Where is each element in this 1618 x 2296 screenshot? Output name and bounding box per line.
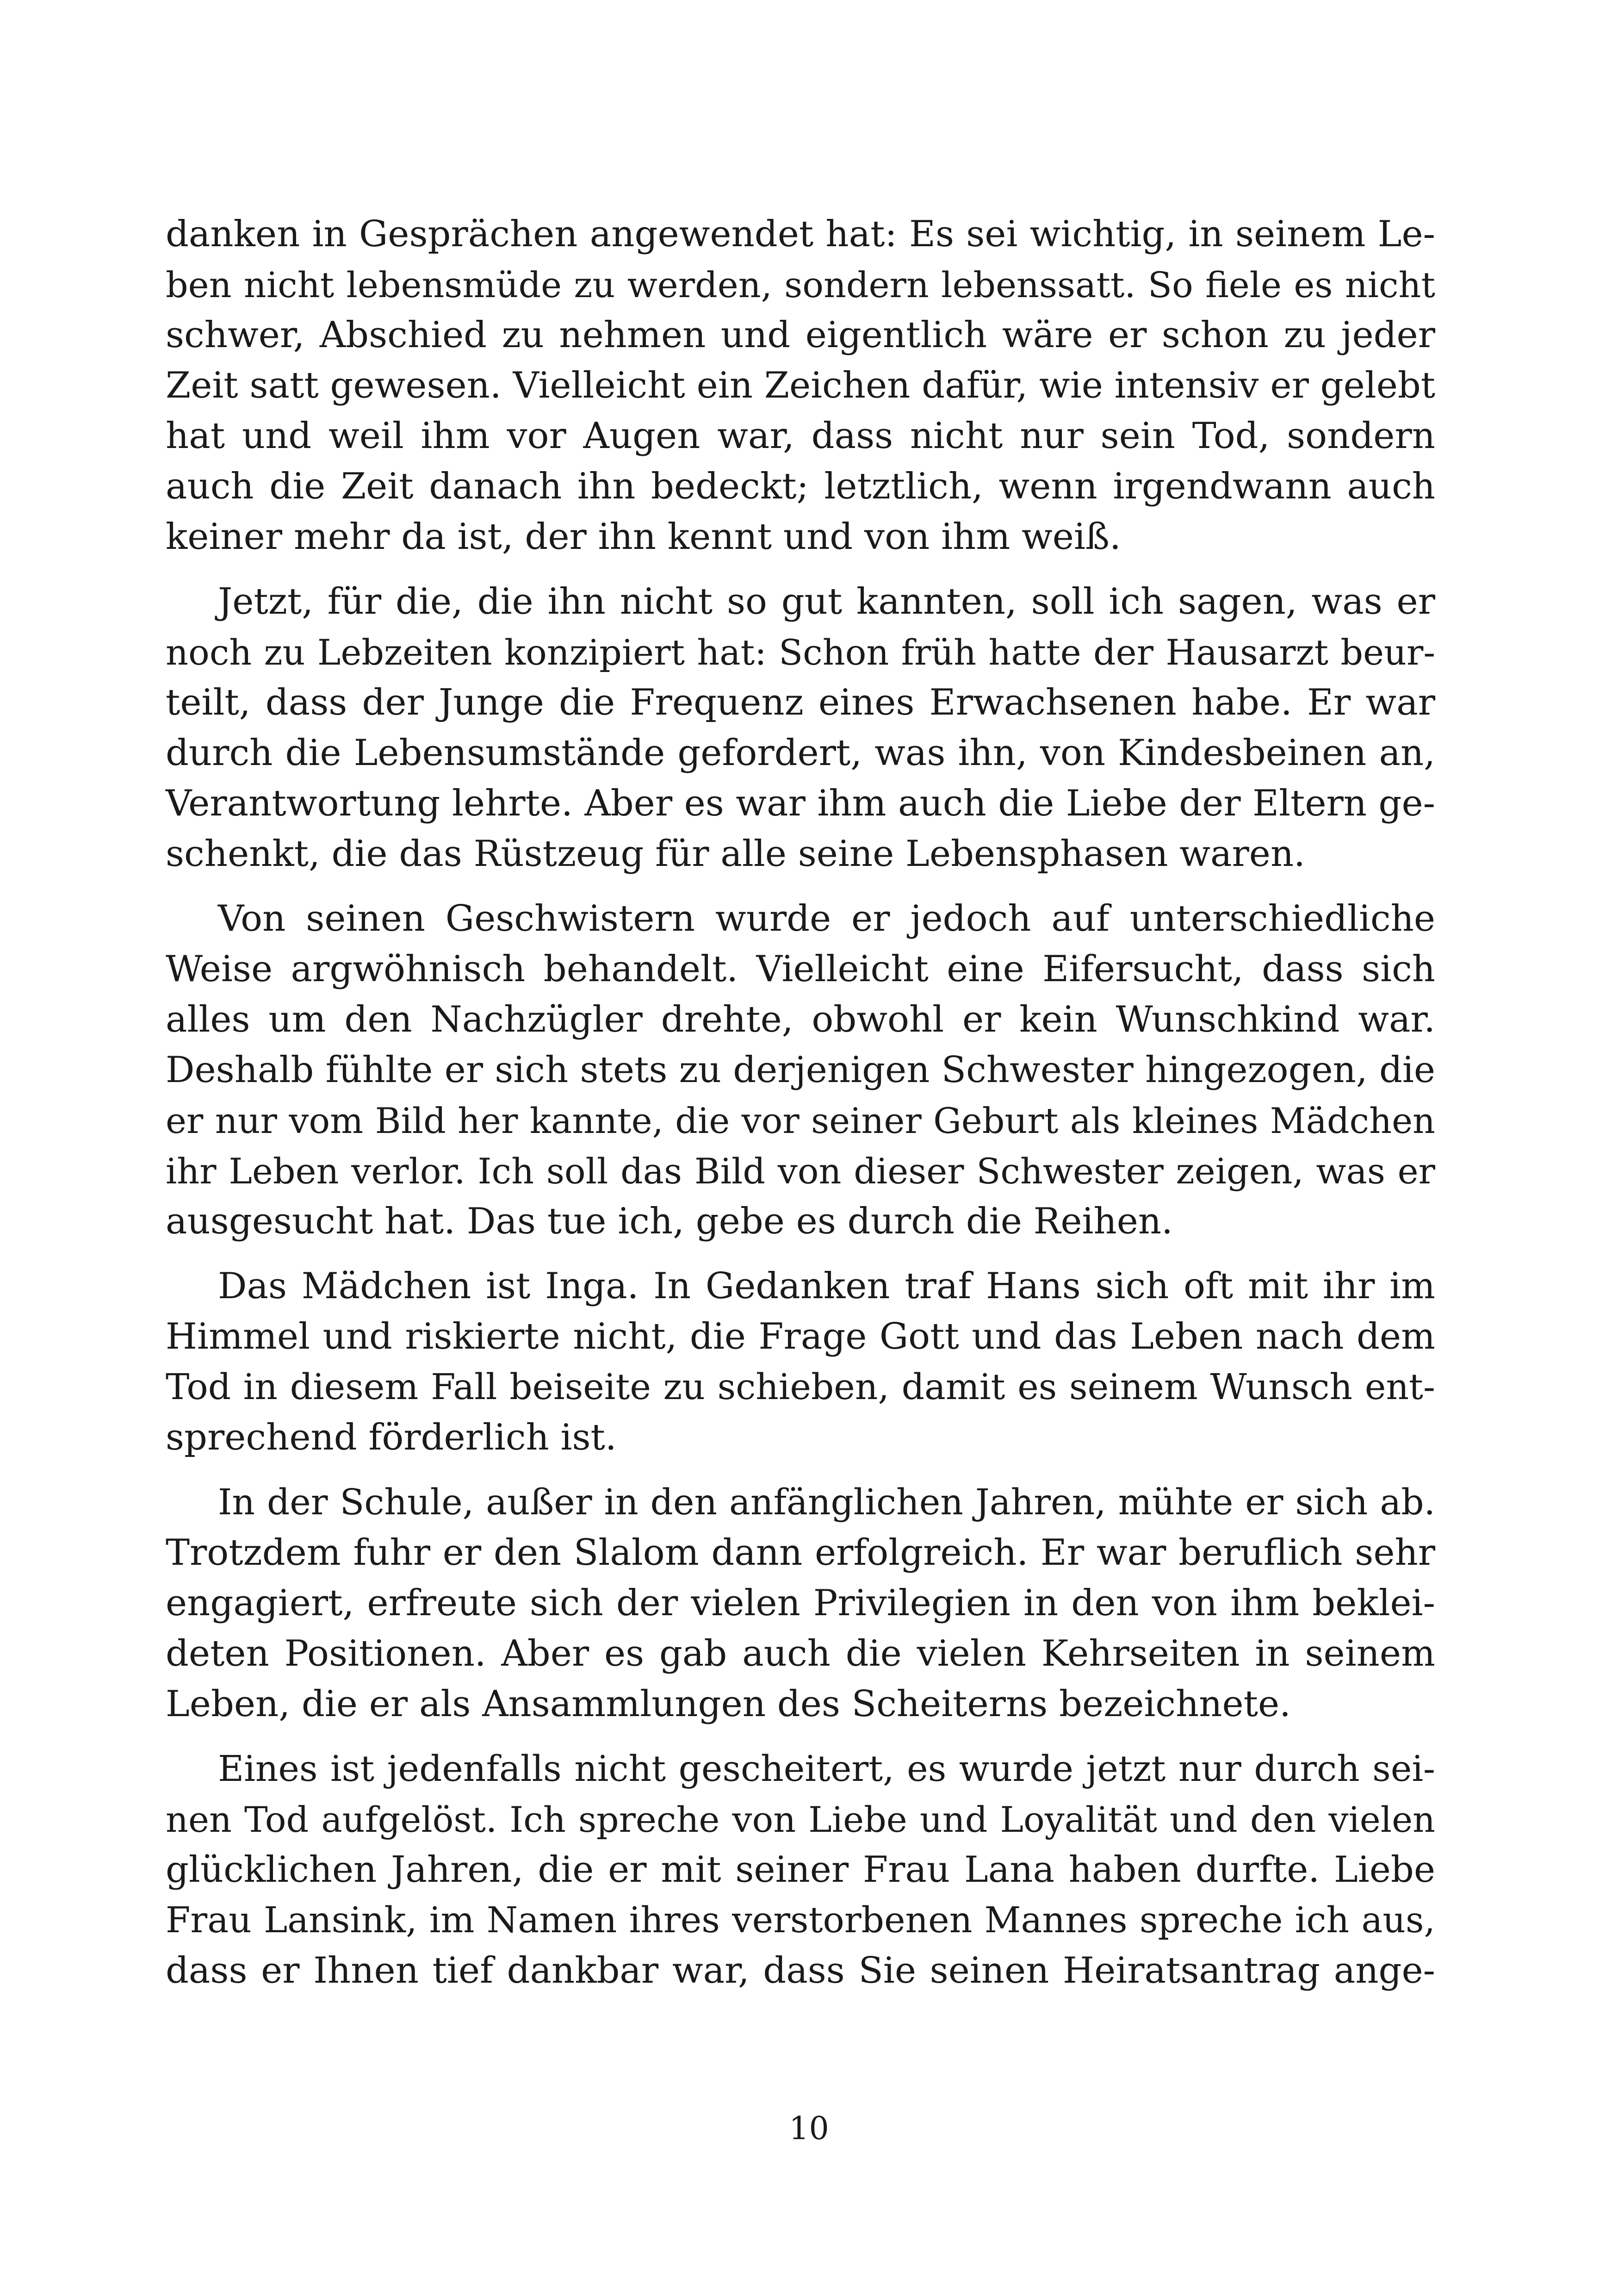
- text-line: Von seinen Geschwistern wurde er jedoch auf unterschiedliche: [218, 898, 1435, 940]
- text-line: Himmel und riskierte nicht, die Frage Gott und das Leben nach dem: [166, 1316, 1435, 1357]
- text-line: deten Positionen. Aber es gab auch die vielen Kehrseiten in seinem: [166, 1633, 1435, 1674]
- text-line: dass er Ihnen tief dankbar war, dass Sie seinen Heiratsantrag ange-: [166, 1950, 1435, 1991]
- text-line: Deshalb fühlte er sich stets zu derjenigen Schwester hingezogen, die: [166, 1049, 1435, 1091]
- text-line: Tod in diesem Fall beiseite zu schieben, damit es seinem Wunsch ent-: [166, 1367, 1435, 1408]
- text-line: alles um den Nachzügler drehte, obwohl er kein Wunschkind war.: [166, 999, 1435, 1040]
- text-line: nen Tod aufgelöst. Ich spreche von Liebe und Loyalität und den vielen: [166, 1799, 1435, 1840]
- paragraph-5: [166, 1477, 1435, 1730]
- text-line: Zeit satt gewesen. Vielleicht ein Zeichen dafür, wie intensiv er gelebt: [166, 365, 1436, 406]
- text-line: schenkt, die das Rüstzeug für alle seine Lebensphasen waren.: [166, 833, 1305, 875]
- text-line: sprechend förderlich ist.: [166, 1417, 617, 1458]
- paragraph-6: [166, 1744, 1435, 1996]
- paragraph-1: [166, 209, 1435, 562]
- text-line: Leben, die er als Ansammlungen des Scheiterns bezeichnete.: [166, 1683, 1291, 1725]
- text-line: Frau Lansink, im Namen ihres verstorbenen Mannes spreche ich aus,: [166, 1900, 1435, 1941]
- page-number: 10: [789, 2110, 829, 2147]
- paragraph-4: [166, 1261, 1435, 1463]
- text-line: ausgesucht hat. Das tue ich, gebe es durch die Reihen.: [166, 1201, 1173, 1242]
- text-line: hat und weil ihm vor Augen war, dass nicht nur sein Tod, sondern: [166, 415, 1435, 457]
- text-line: ihr Leben verlor. Ich soll das Bild von dieser Schwester zeigen, was er: [166, 1151, 1435, 1192]
- text-line: Verantwortung lehrte. Aber es war ihm auch die Liebe der Eltern ge-: [166, 783, 1435, 824]
- text-line: engagiert, erfreute sich der vielen Privilegien in den von ihm beklei-: [166, 1582, 1435, 1624]
- text-line: teilt, dass der Junge die Frequenz eines Erwachsenen habe. Er war: [166, 682, 1435, 723]
- text-line: schwer, Abschied zu nehmen und eigentlich wäre er schon zu jeder: [166, 314, 1435, 356]
- paragraph-2: [166, 577, 1435, 879]
- text-line: Jetzt, für die, die ihn nicht so gut kannten, soll ich sagen, was er: [218, 581, 1435, 622]
- text-line: Trotzdem fuhr er den Slalom dann erfolgreich. Er war beruflich sehr: [166, 1532, 1435, 1574]
- text-line: ben nicht lebensmüde zu werden, sondern lebenssatt. So fiele es nicht: [166, 264, 1435, 305]
- text-line: auch die Zeit danach ihn bedeckt; letztlich, wenn irgendwann auch: [166, 466, 1435, 507]
- text-line: keiner mehr da ist, der ihn kennt und von ihm weiß.: [166, 516, 1121, 558]
- text-line: glücklichen Jahren, die er mit seiner Frau Lana haben durfte. Liebe: [166, 1849, 1435, 1891]
- body-text: [166, 209, 1435, 2010]
- paragraph-3: [166, 894, 1435, 1247]
- text-line: Das Mädchen ist Inga. In Gedanken traf Hans sich oft mit ihr im: [218, 1265, 1435, 1307]
- text-line: er nur vom Bild her kannte, die vor seiner Geburt als kleines Mädchen: [166, 1100, 1435, 1141]
- text-line: Eines ist jedenfalls nicht gescheitert, es wurde jetzt nur durch sei-: [218, 1748, 1435, 1790]
- text-line: In der Schule, außer in den anfänglichen Jahren, mühte er sich ab.: [218, 1482, 1435, 1523]
- text-line: durch die Lebensumstände gefordert, was ihn, von Kindesbeinen an,: [166, 732, 1435, 774]
- text-line: danken in Gesprächen angewendet hat: Es sei wichtig, in seinem Le-: [166, 213, 1435, 255]
- text-line: Weise argwöhnisch behandelt. Vielleicht eine Eifersucht, dass sich: [166, 948, 1435, 990]
- text-line: noch zu Lebzeiten konzipiert hat: Schon früh hatte der Hausarzt beur-: [166, 632, 1435, 673]
